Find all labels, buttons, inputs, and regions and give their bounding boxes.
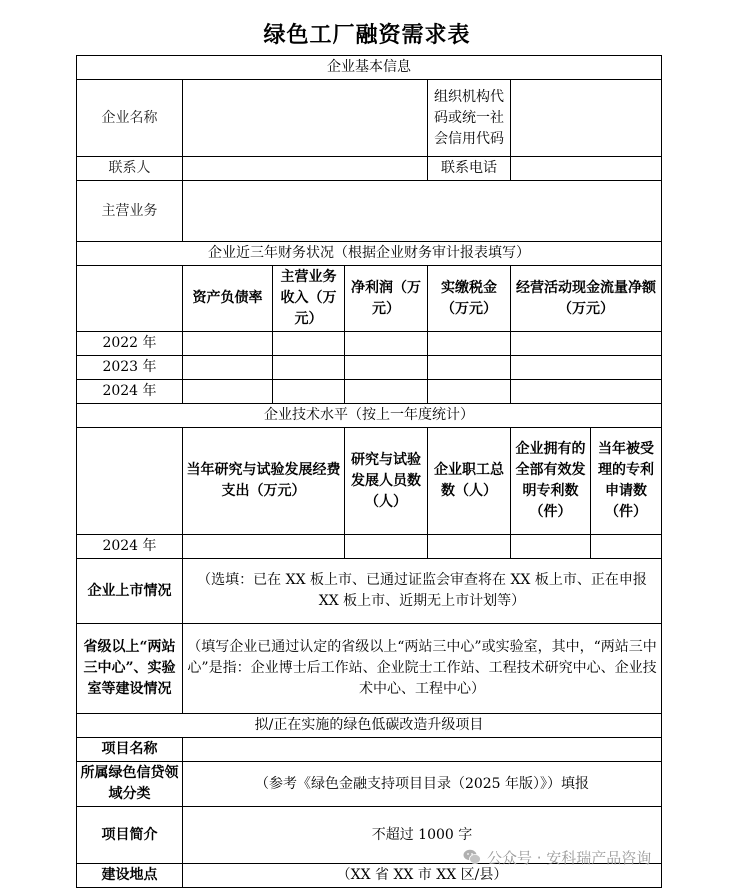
watermark <box>463 843 723 871</box>
tech-header-employees: 企业职工总数（人） <box>428 428 511 535</box>
main-business-field[interactable] <box>183 181 662 242</box>
wechat-icon <box>463 848 481 866</box>
finance-cell[interactable] <box>511 380 662 404</box>
finance-cell[interactable] <box>428 332 511 356</box>
finance-header-revenue: 主营业务收入（万元） <box>273 266 345 332</box>
centers-note[interactable]: （填写企业已通过认定的省级以上“两站三中心”或实验室，其中，“两站三中心”是指：企业博士后工作站、企业院士工作站、工程技术研究中心、企业技术中心、工程中心） <box>183 624 662 714</box>
project-field-note[interactable]: （参考《绿色金融支持项目目录（2025 年版）》）填报 <box>183 762 662 807</box>
tech-row <box>77 535 662 559</box>
tech-cell[interactable] <box>183 535 345 559</box>
finance-cell[interactable] <box>345 380 428 404</box>
project-name-label: 项目名称 <box>77 738 183 762</box>
project-intro-label: 项目简介 <box>77 807 183 864</box>
financing-form <box>76 55 662 888</box>
tech-cell[interactable] <box>591 535 662 559</box>
contact-field[interactable] <box>183 157 428 181</box>
tech-header-blank <box>77 428 183 535</box>
project-site-note[interactable]: （XX 省 XX 市 XX 区/县） <box>183 864 662 888</box>
finance-header-cashflow: 经营活动现金流量净额（万元） <box>511 266 662 332</box>
tech-cell[interactable] <box>428 535 511 559</box>
org-code-label: 组织机构代码或统一社会信用代码 <box>428 80 511 157</box>
tech-header-patents: 企业拥有的全部有效发明专利数（件） <box>511 428 591 535</box>
finance-cell[interactable] <box>273 356 345 380</box>
tech-year: 2024 年 <box>77 535 183 559</box>
finance-header-net-profit: 净利润（万元） <box>345 266 428 332</box>
project-site-label: 建设地点 <box>77 864 183 888</box>
project-field-label: 所属绿色信贷领域分类 <box>77 762 183 807</box>
finance-cell[interactable] <box>511 332 662 356</box>
finance-row <box>77 332 662 356</box>
finance-year: 2022 年 <box>77 332 183 356</box>
finance-cell[interactable] <box>273 332 345 356</box>
centers-label: 省级以上“两站三中心”、实验室等建设情况 <box>77 624 183 714</box>
company-name-label: 企业名称 <box>77 80 183 157</box>
finance-header-tax: 实缴税金（万元） <box>428 266 511 332</box>
section-basic-info: 企业基本信息 <box>77 56 662 80</box>
page-title: 绿色工厂融资需求表 <box>263 22 471 48</box>
tech-header-rd-expense: 当年研究与试验发展经费支出（万元） <box>183 428 345 535</box>
finance-cell[interactable] <box>183 356 273 380</box>
finance-year: 2023 年 <box>77 356 183 380</box>
tech-cell[interactable] <box>345 535 428 559</box>
finance-cell[interactable] <box>183 332 273 356</box>
finance-header-debt-ratio: 资产负债率 <box>183 266 273 332</box>
finance-cell[interactable] <box>428 356 511 380</box>
org-code-field[interactable] <box>511 80 662 157</box>
finance-row <box>77 356 662 380</box>
contact-label: 联系人 <box>77 157 183 181</box>
listing-label: 企业上市情况 <box>77 559 183 624</box>
tech-header-applications: 当年被受理的专利申请数（件） <box>591 428 662 535</box>
section-finance: 企业近三年财务状况（根据企业财务审计报表填写） <box>77 242 662 266</box>
phone-field[interactable] <box>511 157 662 181</box>
company-name-field[interactable] <box>183 80 428 157</box>
finance-cell[interactable] <box>345 332 428 356</box>
finance-row <box>77 380 662 404</box>
finance-header-blank <box>77 266 183 332</box>
tech-header-rd-staff: 研究与试验发展人员数（人） <box>345 428 428 535</box>
finance-year: 2024 年 <box>77 380 183 404</box>
finance-cell[interactable] <box>273 380 345 404</box>
finance-cell[interactable] <box>511 356 662 380</box>
phone-label: 联系电话 <box>428 157 511 181</box>
project-intro-note[interactable]: 不超过 1000 字 <box>183 807 662 864</box>
watermark-text: 公众号 · 安科瑞产品咨询 <box>487 848 652 867</box>
finance-cell[interactable] <box>183 380 273 404</box>
section-tech: 企业技术水平（按上一年度统计） <box>77 404 662 428</box>
main-business-label: 主营业务 <box>77 181 183 242</box>
project-name-field[interactable] <box>183 738 662 762</box>
section-project: 拟/正在实施的绿色低碳改造升级项目 <box>77 714 662 738</box>
listing-note[interactable]: （选填：已在 XX 板上市、已通过证监会审查将在 XX 板上市、正在申报 XX 板上市、近期无上市计划等） <box>183 559 662 624</box>
finance-cell[interactable] <box>428 380 511 404</box>
finance-cell[interactable] <box>345 356 428 380</box>
tech-cell[interactable] <box>511 535 591 559</box>
